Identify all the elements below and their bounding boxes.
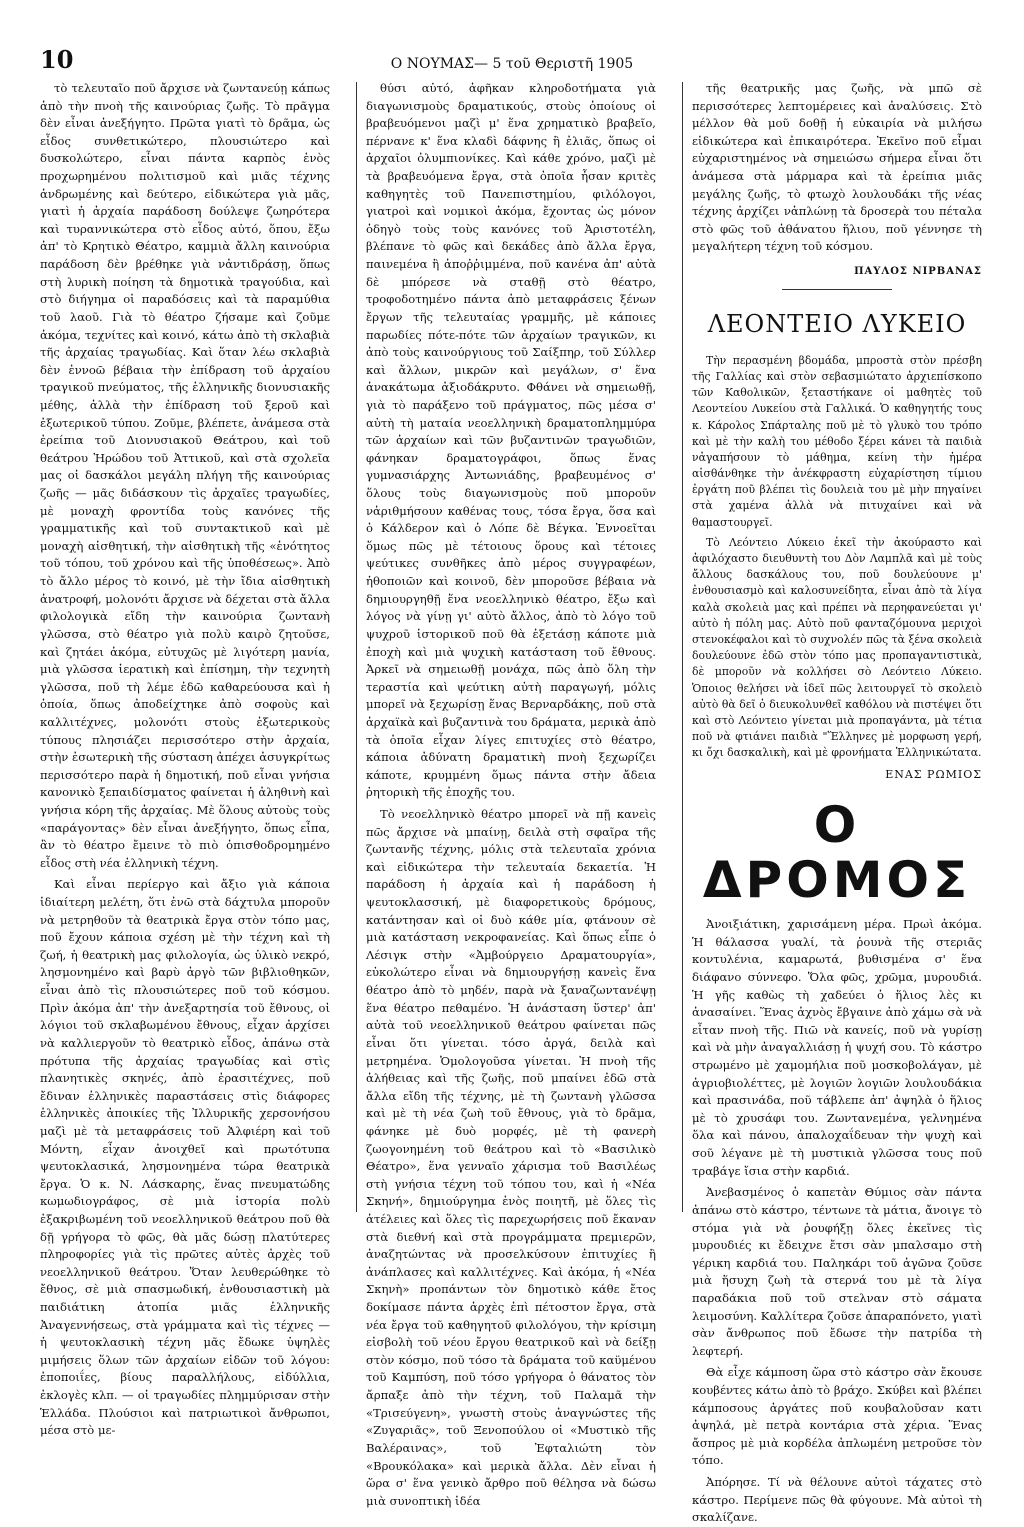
masthead [40, 44, 984, 74]
story-paragraph: Ἀπόρησε. Τί νὰ θέλουνε αὐτοὶ τάχατες στὸ κάστρο. Περίμενε πῶς θὰ φύγουνε. Μὰ αὐτοὶ τὴ σκαλίζανε. [692, 1475, 982, 1525]
page-number: 10 [40, 45, 74, 74]
story-paragraph: Ἀνεβασμένος ὁ καπετὰν Θύμιος σὰν πάντα ἀπάνω στὸ κάστρο, τέντωνε τὰ μάτια, ἄνοιγε τὸ στόμα γιὰ νὰ ῥουφήξῃ ὅλες ἐκεῖνες τὶς μυρουδιές κι ἔδειχνε ἔτσι σὰν μπαλσαμο στὴ γέρικη καρδιά του. Παληκάρι τοῦ ἀγῶνα ζοῦσε μιὰ ἥσυχη ζωὴ τὰ στερνά του μὲ τὰ λίγα παραδάκια ποῦ τοῦ στελναν στὸ σάματα λειμοσύνη. Καλλίτερα ζοῦσε ἀπαραπόνετο, γιατὶ σὰν ἄνθρωπος ποῦ ἔδωσε τὴν πατρίδα τὴ λεφτερή. [692, 1185, 982, 1358]
lyceum-paragraph: Τὴν περασμένη βδομάδα, μπροστὰ στὸν πρέσβη τῆς Γαλλίας καὶ στὸν σεβασμιώτατο ἀρχιεπίσκοπο τῶν Καθολικῶν, ξεταστήκανε οἱ μαθητὲς τοῦ Λεοντείου Λυκείου στὰ Γαλλικά. Ὁ καθηγητής τους κ. Κάρολος Σπάρταλης ποῦ μὲ τὸ γλυκὸ του τρόπο καὶ μὲ τὴν καλὴ του μέθοδο ξέρει κάνει τὰ παιδιὰ νἀγαπήσουν τὸ μάθημα, κείνη τὴν ἡμέρα αἰσθάνθηκε τὴν ἀνέκφραστη εὐχαρίστηση τίμιου ἐργάτη ποῦ βλέπει τὶς δουλειὰ του μὲ μὴν πηγαίνει στὰ χαμένα ἀλλὰ νὰ πιτυχαίνει καὶ νὰ θαμαστουργεῖ. [692, 353, 982, 529]
essay-paragraph: τὸ τελευταῖο ποῦ ἄρχισε νὰ ζωντανεύῃ κάπως ἀπὸ τὴν πνοὴ τῆς καινούριας ζωῆς. Τὸ πρᾶγμα δὲν εἶναι ἀνεξήγητο. Πρῶτα γιατὶ τὸ δρᾶμα, ὡς εἶδος συνθετικώτερο, πλουσιώτερο καὶ δυσκολώτερο, εἶναι πάντα καρπὸς ἑνὸς προχωρημένου πολιτισμοῦ καὶ μιᾶς τέχνης ἀνδρωμένης καὶ δεύτερο, εἰδικώτερα γιὰ μᾶς, γιατὶ ἡ ἀρχαία παράδοση δούλεψε ζωηρότερα καὶ τυραννικώτερα στὸ εἶδος αὐτό, ὅπου, ἔξω ἀπ' τὸ Κρητικὸ Θέατρο, καμμιὰ ἄλλη καινούρια παράδοση δὲν βρέθηκε γιὰ νἀντιδράσῃ, ὅπως στὴ λυρικὴ ποίηση τὰ δημοτικὰ τραγούδια, καὶ στὸ διήγημα οἱ παραδόσεις καὶ τὰ παραμύθια τοῦ λαοῦ. Γιὰ τὸ θέατρο ζήσαμε καὶ ζοῦμε ἀκόμα, τεχνίτες καὶ κοινό, κάτω ἀπὸ τὴ σκλαβιὰ τῆς ἀρχαίας τραγωδίας. Καὶ ὅταν λέω σκλαβιὰ δὲν ἐννοῶ βέβαια τὴν ἐπίδραση τοῦ ἀρχαίου τραγικοῦ πνεύματος, τῆς ἑλληνικῆς διονυσιακῆς μέθης, ἀλλὰ τὴν ἐπίδραση τοῦ ξεροῦ καὶ ἐξωτερικοῦ τύπου. Ζοῦμε, βλέπετε, ἀνάμεσα στὰ ἐρείπια τοῦ Διονυσιακοῦ Θεάτρου, καὶ τοῦ θεάτρου Ἡρώδου τοῦ Ἀττικοῦ, καὶ στὰ σχολεῖα μας οἱ δασκάλοι μεγάλη πλήγη τῆς καινούριας ζωῆς — μᾶς διδάσκουν τὶς ἀρχαῖες τραγωδίες, μὲ μοναχὴ φροντίδα τοὺς κανόνες τῆς γραμματικῆς καὶ τοῦ συντακτικοῦ καὶ μὲ μοναχὴ αἰσθητική, τὴν αἰσθητικὴ τῆς «ἑνότητος τοῦ τόπου, τοῦ χρόνου καὶ τῆς ὑποθέσεως». Ἀπὸ τὸ ἄλλο μέρος τὸ κοινό, μὲ τὴν ἴδια αἰσθητικὴ ἀνατροφή, μολονότι ἄρχισε νὰ δέχεται στὰ ἄλλα φιλολογικὰ εἴδη τὴν καινούρια ζωντανὴ γλῶσσα, στὸ θέατρο γιὰ πολὺ καιρὸ ζητοῦσε, καὶ ζητάει ἀκόμα, εὐτυχῶς μὲ λιγότερη μανία, μιὰ γλῶσσα ἱερατικὴ καὶ ἐπίσημη, τὴν τεχνητὴ γλῶσσα, ποῦ τὴ λέμε ἐδῶ καθαρεύουσα καὶ ἡ ὁποία, ὅπως ἀποδείχτηκε ἀπὸ σοφοὺς καὶ καλλιτέχνες, μολονότι στοὺς ἐξωτερικοὺς τύπους πλησιάζει περισσότερο στὴν ἀρχαία, στὴν ἐσωτερικὴ τῆς σύσταση ἀπέχει ἀσυγκρίτως περισσότερο παρὰ ἡ δημοτική, ποῦ εἶναι γνήσια κανονικὸ ξεπαιδίσματος φαίνεται ἡ ἀληθινὴ καὶ γνήσια κόρη τῆς ἀρχαίας. Μὲ ὅλους αὐτοὺς τοὺς «παράγοντας» δὲν εἶναι ἀνεξήγητο, ὅπως εἶπα, ἂν τὸ θέατρο ἔμεινε τὸ πιὸ ὀπισθοδρομημένο εἶδος στὴ νέα ἑλληνικὴ τέχνη. [40, 81, 330, 870]
lyceum-heading: ΛΕΟΝΤΕΙΟ ΛΥΚΕΙΟ [707, 310, 967, 339]
lyceum-article [692, 353, 982, 762]
lyceum-paragraph: Τὸ Λεόντειο Λύκειο ἐκεῖ τὴν ἀκούραστο καὶ ἀφιλόχαστο διευθυντὴ του Δὸν Λαμπλᾶ καὶ μὲ τοὺς ἄλλους δασκάλους του, ποῦ δουλεύουνε μ' ἐνθουσιασμὸ καὶ καλοσυνείδητα, εἶναι ἀπὸ τὰ λίγα καλὰ σκολειὰ μας καὶ πρέπει νὰ περηφανεύεται γι' αὐτὸ ἡ πόλη μας. Αὐτὸ ποῦ φανταζόμουνα μεριχοὶ στενοκέφαλοι καὶ τὸ συχνολέν πῶς τὰ ξένα σκολειὰ δουλεύουνε ἐδῶ στὸν τόπο μας προπαγαντιστικὰ, δὲ μποροῦν νὰ κολλήσει σὸ Λεόντειο Λύκειο. Ὁποιος θελήσει νὰ ἰδεῖ πῶς λειτουργεῖ τὸ σκολειὸ αὐτὸ θὰ δεῖ ὁ διευκολυνθεῖ καθόλου νὰ πιστέψει ὅτι καὶ στὸ Λεόντειο γίνεται μιὰ προπαγάντα, μὰ τέτια ποῦ νὰ φτιάνει παιδιὰ "Ἕλληνες μὲ μορφωση γερή, κι ὄχι δασκαλικὴ, καὶ μὲ φρονήματα Ἑλληνικώτατα. [692, 535, 982, 760]
essay-paragraph: Καὶ εἶναι περίεργο καὶ ἄξιο γιὰ κάποια ἰδιαίτερη μελέτη, ὅτι ἐνῶ στὰ δάχτυλα μποροῦν νὰ μετρηθοῦν τὰ θεατρικὰ ἔργα στὸν τόπο μας, ποῦ ἔχουν κάποια σχέση μὲ τὴν τέχνη καὶ τὴ ζωή, ἡ θεατρικὴ μας φιλολογία, ὡς ὑλικὸ νεκρό, λησμονημένο καὶ βαρὺ ἀργὸ τῶν βιβλιοθηκῶν, εἶναι ἀπὸ τὶς πλουσιώτερες ποῦ τοῦ κόσμου. Πρὶν ἀκόμα ἀπ' τὴν ἀνεξαρτησία τοῦ ἔθνους, οἱ λόγιοι τοῦ σκλαβωμένου ἔθνους, εἶχαν ἀρχίσει νὰ καλλιεργοῦν τὸ θεατρικὸ εἶδος, ἀπάνω στὰ πρότυπα τῆς ἀρχαίας τραγωδίας καὶ στὶς πλανητικὲς σκηνές, ἀπὸ ἐρασιτέχνες, ποῦ ἔδιναν ἑλληνικὲς παραστάσεις στὶς διάφορες ἑλληνικὲς ἀποικίες τῆς Ἰλλυρικῆς χερσονήσου μαζὶ μὲ τὰ μεταφράσεις τοῦ Ἀλφιέρη καὶ τοῦ Μόντη, εἶχαν ἀνοιχθεῖ καὶ πρωτότυπα ψευτοκλασικά, λησμονημένα τώρα θεατρικὰ ἔργα. Ὁ κ. Ν. Λάσκαρης, ἕνας πνευματώδης κωμωδιογράφος, σὲ μιὰ ἱστορία πολὺ ἐξακριβωμένη τοῦ νεοελληνικοῦ θεάτρου ποῦ θὰ δῇ γρήγορα τὸ φῶς, θὰ μᾶς δώσῃ πλατύτερες πληροφορίες γιὰ τὶς πρῶτες αὐτὲς ἀρχὲς τοῦ νεοελληνικοῦ θεάτρου. Ὅταν λευθερώθηκε τὸ ἔθνος, σὲ μιὰ σπασμωδική, ἐνθουσιαστικὴ μὰ παιδιάτικη ἀτοπία μιᾶς ἑλληνικῆς Ἀναγεννήσεως, στὰ γράμματα καὶ τὶς τέχνες — ἡ ψευτοκλασικὴ τέχνη μᾶς ἔδωκε ὑψηλὲς μιμήσεις ὅλων τῶν ἀρχαίων εἰδῶν τοῦ λόγου: ἐποποιΐες, βίους παραλλήλους, εἰδύλλια, ἐκλογὲς κλπ. — οἱ τραγωδίες πλημμύρισαν στὴν Ἑλλάδα. Πλούσιοι καὶ πατριωτικοὶ ἄνθρωποι, μέσα στὸ με- [40, 877, 330, 1438]
essay-paragraph: θύσι αὐτό, ἀφῆκαν κληροδοτήματα γιὰ διαγωνισμοὺς δραματικούς, στοὺς ὁποίους οἱ βραβευόμενοι μαζὶ μ' ἕνα χρηματικὸ βραβεῖο, πέρνανε κ' ἕνα κλαδὶ δάφνης ἢ ἐλιᾶς, ὅπως οἱ ἀρχαῖοι ὀλυμπιονίκες. Καὶ κάθε χρόνο, μαζὶ μὲ τὰ βραβευόμενα ἔργα, στὰ ὁποῖα ἦσαν κριτὲς καθηγητὲς τοῦ Πανεπιστημίου, φιλόλογοι, γιατροὶ καὶ νομικοὶ ἀκόμα, ἔχοντας ὡς μόνον ὁδηγὸ τοὺς τοὺς κανόνες τοῦ Ἀριστοτέλη, βλέπανε τὸ φῶς καὶ δεκάδες ἀπὸ ἄλλα ἔργα, παινεμένα ἢ ἀποῤῥιμμένα, ποῦ κανένα ἀπ' αὐτὰ δὲ μπόρεσε νὰ σταθῇ στὸ θέατρο, τροφοδοτημένο πάντα ἀπὸ μεταφράσεις ξένων ἔργων τῆς τελευταίας γραμμῆς, μὲ κάποιες παρωδίες πότε-πότε τῶν ἀρχαίων τραγικῶν, κι ἀπὸ τοὺς καινούργιους τοῦ Σαίξπηρ, τοῦ Σύλλερ καὶ ἄλλων, μικρῶν καὶ μεγάλων, σ' ἕνα ἀνακάτωμα ἀξιοδάκρυτο. Φθάνει νὰ σημειωθῇ, γιὰ τὸ παράξενο τοῦ πράγματος, πῶς μέσα σ' αὐτὴ τὴ ματαία νεοελληνικὴ δραματοπλημμύρα τῶν ἀρχαίων καὶ τῶν βυζαντινῶν τραγωδιῶν, φάνηκαν δραματογράφοι, ὅπως ἕνας γυμνασιάρχης Ἀντωνιάδης, βραβευμένος σ' ὅλους τοὺς διαγωνισμοὺς ποῦ μποροῦν νἀριθμήσουν καθένας τους, τόσα ἔργα, ὅσα καὶ ὁ Κάλδερον καὶ ὁ Λόπε δὲ Βέγκα. Ἐννοεῖται ὅμως πῶς μὲ τέτοιους ὅρους καὶ τέτοιες ψεύτικες συνθῆκες ἀπὸ μέρος συγγραφέων, ἠθοποιῶν καὶ κοινοῦ, δὲν μποροῦσε βέβαια νὰ δημιουργηθῇ ἕνα νεοελληνικὸ θέατρο, ἔξω καὶ λόγος νὰ γίνῃ γι' αὐτὸ ἄλλος, ἀπὸ τὸ λόγο τοῦ ψυχροῦ ἱστορικοῦ ποῦ θὰ ἐξετάσῃ κάποτε μιὰ ἐποχὴ καὶ μιὰ ψυχικὴ κατάσταση τοῦ ἔθνους. Ἀρκεῖ νὰ σημειωθῇ μονάχα, πῶς ἀπὸ ὅλη τὴν τεραστία καὶ ψεύτικη αὐτὴ παραγωγή, μόλις μπορεῖ νὰ ξεχωρίσῃ ἕνας Βερναρδάκης, ποῦ στὰ ἀρχαϊκὰ καὶ βυζαντινὰ του δράματα, μερικὰ ἀπὸ τὰ ὁποῖα εἶχαν λίγες επιτυχίες στὸ θέατρο, κάποια ἀδύνατη δραματικὴ πνοὴ ξεχωρίζει κάποτε, κρυμμένη ὅμως πάντα στὴν ἄδεια ῥητορικὴ τῆς ἐποχῆς του. [366, 81, 656, 800]
column-rule [682, 82, 683, 1212]
column-3 [692, 80, 982, 1525]
story-paragraph: Ἀνοιξιάτικη, χαρισάμενη μέρα. Πρωὶ ἀκόμα. Ἡ θάλασσα γυαλί, τὰ ῥουνὰ τῆς στεριᾶς κοντυλένια, καμαρωτά, βυθισμένα σ' ἕνα διάφανο σύννεφο. Ὅλα φῶς, χρῶμα, μυρουδιά. Ἡ γῆς καθὼς τὴ χαδεύει ὁ ἥλιος λὲς κι ἀνασαίνει. Ἕνας ἀχνὸς ἔβγαινε ἀπὸ χάμω σὰ νὰ εἶταν πνοὴ τῆς. Πιῶ νὰ κανείς, ποῦ νὰ γυρίσῃ καὶ νὰ μὴν ἀναγαλλιάσῃ ἡ ψυχή σου. Τὸ κάστρο στρωμένο μὲ χαμομήλια ποῦ μοσκοβολάγαν, μὲ ἀγριοβιολέττες, μὲ λογιῶν λογιῶν λουλουδάκια καὶ πρασινάδα, ποῦ τάβλεπε ἀπ' ἀψηλὰ ὁ ἥλιος μὲ τὸ χρυσάφι του. Ζωντανεμένα, γελνημένα ὅλα καὶ πάνου, ἀπαλοχαΐδευαν τὴν ψυχὴ καὶ σοῦ λέγανε μὲ τὴ μυστικιὰ γλῶσσα τους ποῦ τραβάγε ἴσια στὴν καρδιά. [692, 917, 982, 1178]
column-2 [366, 80, 656, 1508]
running-head: Ο ΝΟΥΜΑΣ— 5 τοῦ Θεριστῆ 1905 [390, 56, 634, 72]
essay-paragraph: Τὸ νεοελληνικὸ θέατρο μπορεῖ νὰ πῇ κανεὶς πῶς ἄρχισε νὰ μπαίνῃ, δειλὰ στὴ σφαῖρα τῆς ζωντανῆς τέχνης, μόλις στὰ τελευταῖα χρόνια καὶ εἰδικώτερα τὴν τελευταία δεκαετία. Ἡ παράδοση ἡ ἀρχαία καὶ ἡ παράδοση ἡ ψευτοκλασσική, μὲ διαφορετικοὺς δρόμους, κατάντησαν καὶ οἱ δυὸ κάθε μία, φτάνουν σὲ μιὰ κατάσταση νεκροφανείας. Καὶ ὅπως εἶπε ὁ Λέσιγκ στὴν «Ἀμβούργειο Δραματουργία», εὐκολώτερο εἶναι νὰ δημιουργήσῃ κανεὶς ἕνα θέατρο ἀπὸ τὸ μηδέν, παρὰ νὰ ξαναζωντανέψῃ ἕνα θέατρο πεθαμένο. Ἡ ἀνάσταση ὕστερ' ἀπ' αὐτὰ τοῦ νεοελληνικοῦ θεάτρου φαίνεται πῶς εἶναι ὅτι γίνεται. τόσο ἀργά, δειλὰ καὶ μετρημένα. Ὁμολογοῦσα γίνεται. Ἡ πνοὴ τῆς ἀλήθειας καὶ τῆς ζωῆς, ποῦ μπαίνει ἐδῶ στὰ ἄλλα εἴδη τῆς τέχνης, μὲ τὴ ζωντανὴ γλῶσσα καὶ μὲ τὴ νέα ζωὴ τοῦ ἔθνους, γιὰ τὸ δρᾶμα, φάνηκε μὲ δυὸ μορφές, μὲ τὴ φανερὴ ζωογονημένη τοῦ θεάτρου καὶ τὸ «Βασιλικὸ Θέατρο», ἕνα γενναῖο χάρισμα τοῦ Βασιλέως στὴ γνήσια τέχνη τοῦ τόπου του, καὶ ἡ «Νέα Σκηνή», δημιούργημα ἑνὸς ποιητῆ, μὲ ὅλες τὶς ἀτέλειες καὶ ὅλες τὶς παρεχωρήσεις ποῦ ἔκαναν στὰ διεθνή καὶ στὰ προγράμματα πρεμιερῶν, ἀναζητώντας νὰ προσελκύσουν ἐπιτυχίες ἢ ἀνάπλασες καὶ καλλιτέχνες. Καὶ ἀκόμα, ἡ «Νέα Σκηνὴ» προπάντων τὸν δημοτικὸ κάθε ἔτος δοκίμασε πάντα ἀρχὲς ἐπὶ πέτοστον ἔργα, στὰ νέα ἔργα τοῦ καθηγητοῦ φιλολόγου, τὴν κρίσιμη εἰσβολὴ τοῦ νέου ἔργου θεατρικοῦ καὶ νὰ δείξῃ στὸν κόσμο, ποῦ τόσο τὰ δράματα τοῦ καϋμένου τοῦ Καμπύση, ποῦ τόσο γρήγορα ὁ θάνατος τὸν ἄρπαξε ἀπὸ τὴν τέχνη, τοῦ Παλαμᾶ τὴν «Τρισεύγενη», γνωστὴ στοὺς ἀναγνώστες τῆς «Ζυγαριᾶς», τοῦ Ξενοπούλου οἱ «Μυστικὸ τῆς Βαλέραινας», τοῦ Ἐφταλιώτη τὸν «Βρουκόλακα» καὶ μερικὰ ἄλλα. Δὲν εἶναι ἡ ὥρα σ' ἕνα γενικὸ ἄρθρο ποῦ θέλησα νὰ δώσω μιὰ συνοπτικὴ ἰδέα [366, 806, 656, 1508]
road-heading: Ο ΔΡΟΜΟΣ [702, 796, 972, 910]
lyceum-signature: ΕΝΑΣ ΡΩΜΙΟΣ [885, 768, 982, 782]
column-1 [40, 80, 330, 1438]
essay-signature: ΠΑΥΛΟΣ ΝΙΡΒΑΝΑΣ [854, 266, 982, 278]
section-divider [782, 289, 892, 290]
story-paragraph: Θὰ εἶχε κάμποση ὥρα στὸ κάστρο σὰν ἔκουσε κουβέντες κάτω ἀπὸ τὸ βράχο. Σκύβει καὶ βλέπει κάμποσους ἀργάτες ποῦ κουβαλοῦσαν κατι ἀψηλά, μὲ πετρὰ κοντάρια στὰ χέρια. Ἕνας ἄσπρος μὲ μιὰ κορδέλα ἀπλωμένη μετροῦσε τὸν τόπο. [692, 1365, 982, 1468]
essay-conclusion: τῆς θεατρικῆς μας ζωῆς, νὰ μπῶ σὲ περισσότερες λεπτομέρειες καὶ ἀναλύσεις. Στὸ μέλλον θὰ μοῦ δοθῇ ἡ εὐκαιρία νὰ μιλήσω εἰδικώτερα καὶ ἐπικαιρότερα. Ἐκεῖνο ποῦ εἶμαι εὐχαριστημένος νὰ σημειώσω σήμερα εἶναι ὅτι ἀνάμεσα στὰ μάρμαρα καὶ τὰ ἐρείπια μιᾶς μεγάλης ζωῆς, τὸ φτωχὸ λουλουδάκι τῆς νέας τέχνης ἀρχίζει νἀπλώνῃ τὰ δροσερὰ του πέταλα στὸ φῶς τοῦ ἀθάνατου ἥλιου, ποῦ γέννησε τὴ μεγαλήτερη τέχνη τοῦ κόσμου. [692, 81, 982, 254]
column-rule [356, 82, 357, 1212]
